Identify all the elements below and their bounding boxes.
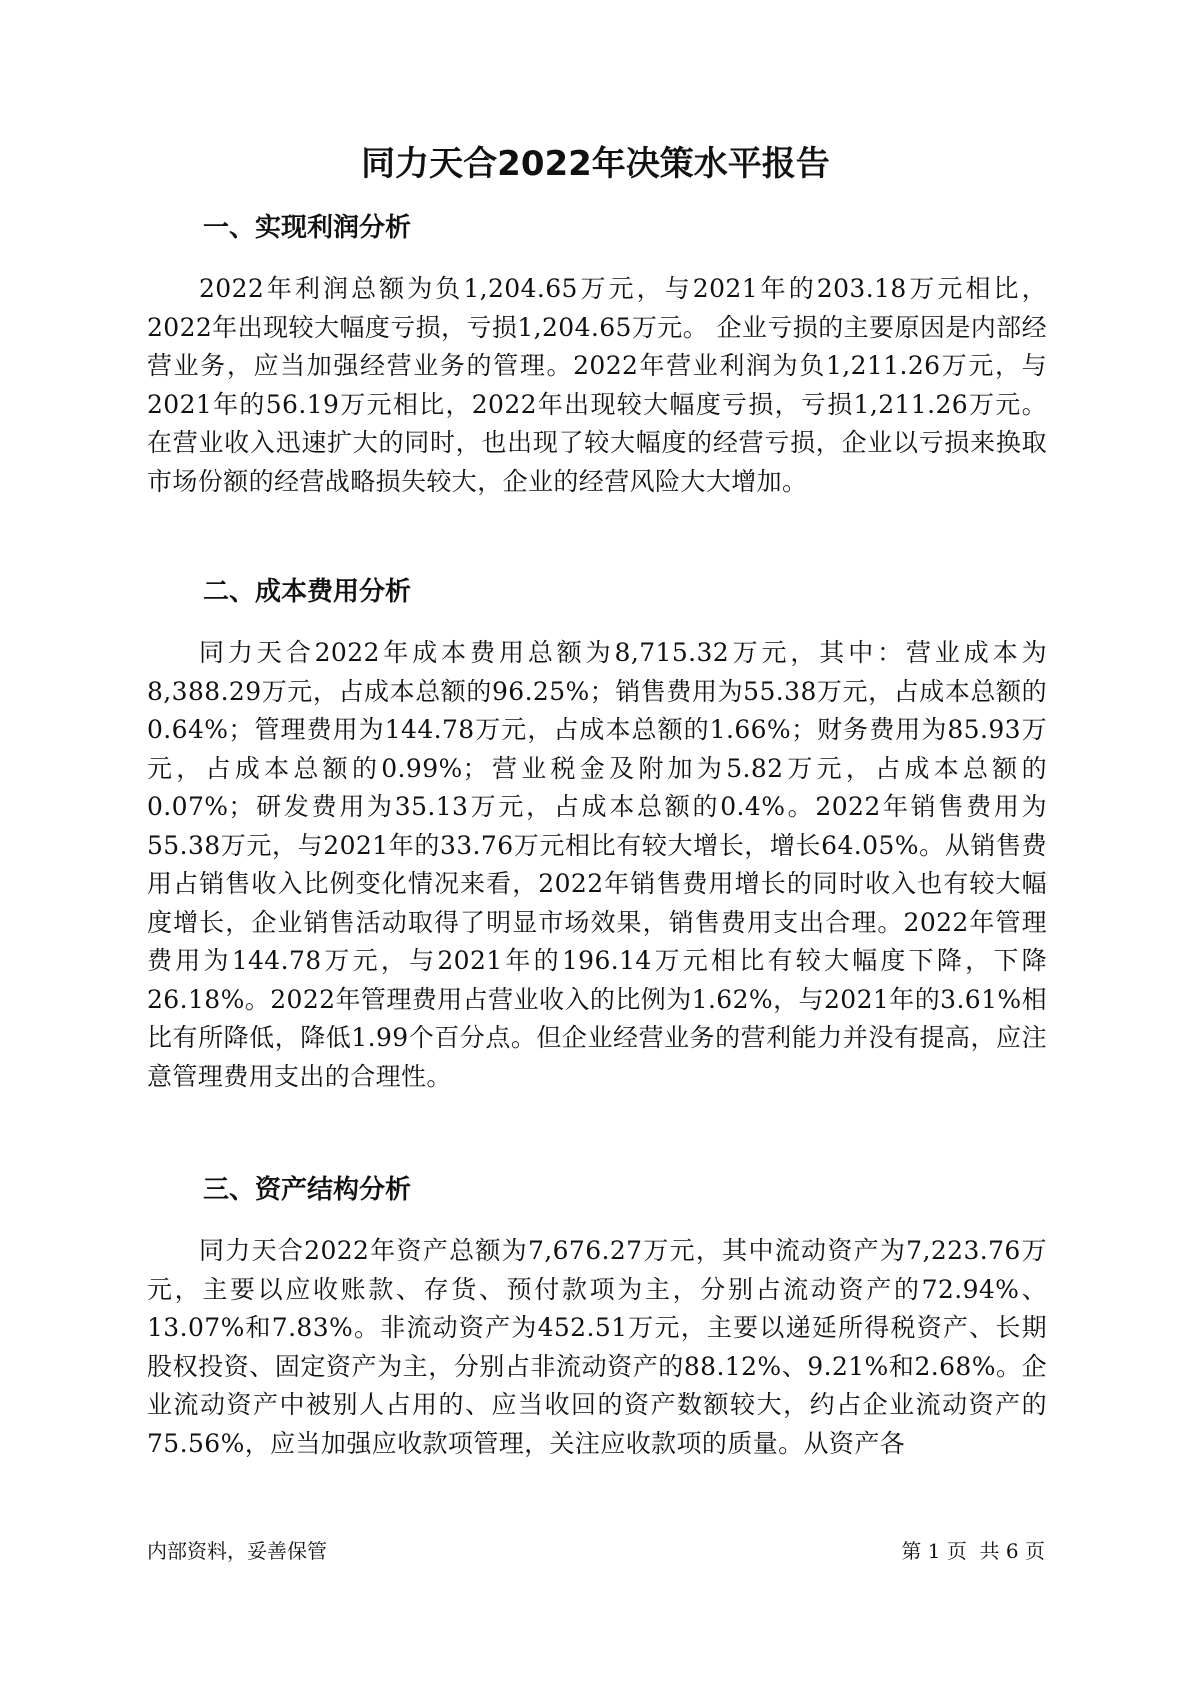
section-paragraph-cost: 同力天合2022年成本费用总额为8,715.32万元，其中：营业成本为8,388.29万元，占成本总额的96.25%；销售费用为55.38万元，占成本总额的0.64%；管理费用为144.78万元，占成本总额的1.66%；财务费用为85.93万元，占成本总额的0.99%；营业税金及附加为5.82万元，占成本总额的0.07%；研发费用为35.13万元，占成本总额的0.4%。2022年销售费用为55.38万元，与2021年的33.76万元相比有较大增长，增长64.05%。从销售费用占销售收入比例变化情况来看，2022年销售费用增长的同时收入也有较大幅度增长，企业销售活动取得了明显市场效果，销售费用支出合理。2022年管理费用为144.78万元，与2021年的196.14万元相比有较大幅度下降，下降26.18%。2022年管理费用占营业收入的比例为1.62%，与2021年的3.61%相比有所降低，降低1.99个百分点。但企业经营业务的营利能力并没有提高，应注意管理费用支出的合理性。 xyxy=(147,638,1047,1091)
section-heading-profit: 一、实现利润分析 xyxy=(203,213,412,243)
section-heading-cost: 二、成本费用分析 xyxy=(203,577,412,607)
footer-page-indicator: 第 1 页 共 6 页 xyxy=(901,1539,1045,1563)
section-paragraph-assets: 同力天合2022年资产总额为7,676.27万元，其中流动资产为7,223.76万元，主要以应收账款、存货、预付款项为主，分别占流动资产的72.94%、13.07%和7.83%。非流动资产为452.51万元，主要以递延所得税资产、长期股权投资、固定资产为主，分别占非流动资产的88.12%、9.21%和2.68%。企业流动资产中被别人占用的、应当收回的资产数额较大，约占企业流动资产的75.56%，应当加强应收款项管理，关注应收款项的质量。从资产各 xyxy=(147,1236,1047,1458)
section-paragraph-profit: 2022年利润总额为负1,204.65万元，与2021年的203.18万元相比，2022年出现较大幅度亏损，亏损1,204.65万元。 企业亏损的主要原因是内部经营业务，应当加强经营业务的管理。2022年营业利润为负1,211.26万元，与2021年的56.19万元相比，2022年出现较大幅度亏损，亏损1,211.26万元。在营业收入迅速扩大的同时，也出现了较大幅度的经营亏损，企业以亏损来换取市场份额的经营战略损失较大，企业的经营风险大大增加。 xyxy=(147,274,1047,496)
document-title: 同力天合2022年决策水平报告 xyxy=(361,144,830,184)
section-heading-assets: 三、资产结构分析 xyxy=(203,1175,412,1205)
footer-confidential-note: 内部资料，妥善保管 xyxy=(147,1539,327,1563)
